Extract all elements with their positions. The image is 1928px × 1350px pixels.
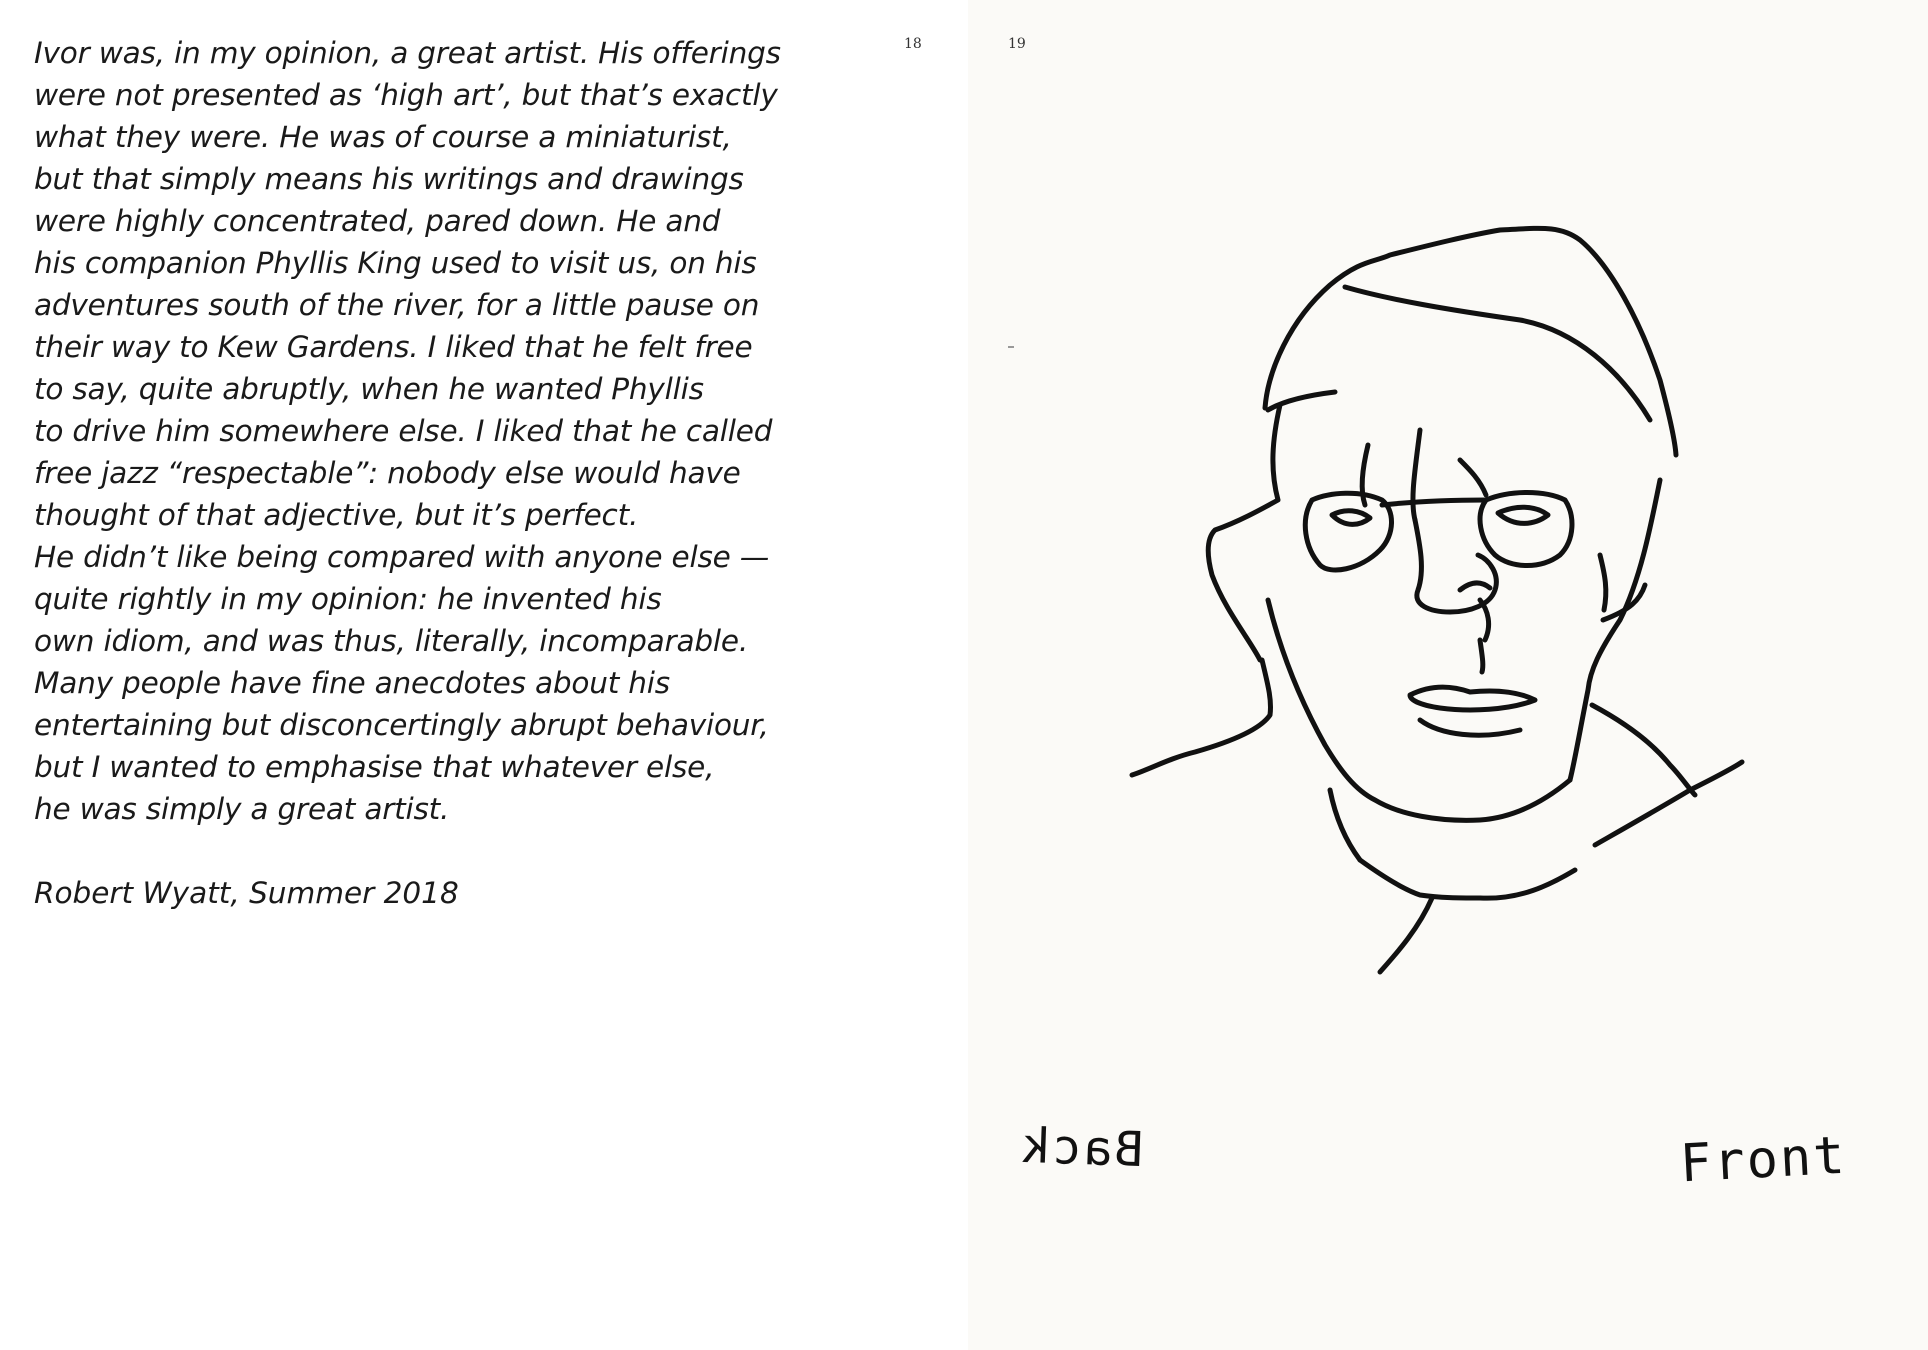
- essay-line: but I wanted to emphasise that whatever else,: [34, 750, 715, 784]
- handwriting-front: Front: [1678, 1125, 1849, 1195]
- essay-line: to say, quite abruptly, when he wanted Phyllis: [34, 372, 704, 406]
- page-number-left: 18: [904, 36, 922, 52]
- essay-line: thought of that adjective, but it’s perfect.: [34, 498, 639, 532]
- essay-line: were not presented as ‘high art’, but that’s exactly: [34, 78, 778, 112]
- essay-line: entertaining but disconcertingly abrupt behaviour,: [34, 708, 769, 742]
- essay-line: own idiom, and was thus, literally, incomparable.: [34, 624, 749, 658]
- essay-line: his companion Phyllis King used to visit us, on his: [34, 246, 757, 280]
- handwriting-back: Back: [1019, 1117, 1145, 1179]
- essay-line: their way to Kew Gardens. I liked that he felt free: [34, 330, 753, 364]
- essay-line: free jazz “respectable”: nobody else would have: [34, 456, 741, 490]
- essay-line: Ivor was, in my opinion, a great artist. His offerings: [34, 36, 781, 70]
- essay-line: he was simply a great artist.: [34, 792, 450, 826]
- essay-line: to drive him somewhere else. I liked that he called: [34, 414, 773, 448]
- essay-signature: Robert Wyatt, Summer 2018: [34, 876, 459, 910]
- essay-line: Many people have fine anecdotes about his: [34, 666, 670, 700]
- essay-line: what they were. He was of course a miniaturist,: [34, 120, 732, 154]
- essay-line: adventures south of the river, for a little pause on: [34, 288, 760, 322]
- essay-line: but that simply means his writings and drawings: [34, 162, 744, 196]
- essay-line: He didn’t like being compared with anyone else —: [34, 540, 770, 574]
- essay-line: quite rightly in my opinion: he invented his: [34, 582, 662, 616]
- page-number-right: 19: [1008, 36, 1026, 52]
- essay-line: were highly concentrated, pared down. He and: [34, 204, 721, 238]
